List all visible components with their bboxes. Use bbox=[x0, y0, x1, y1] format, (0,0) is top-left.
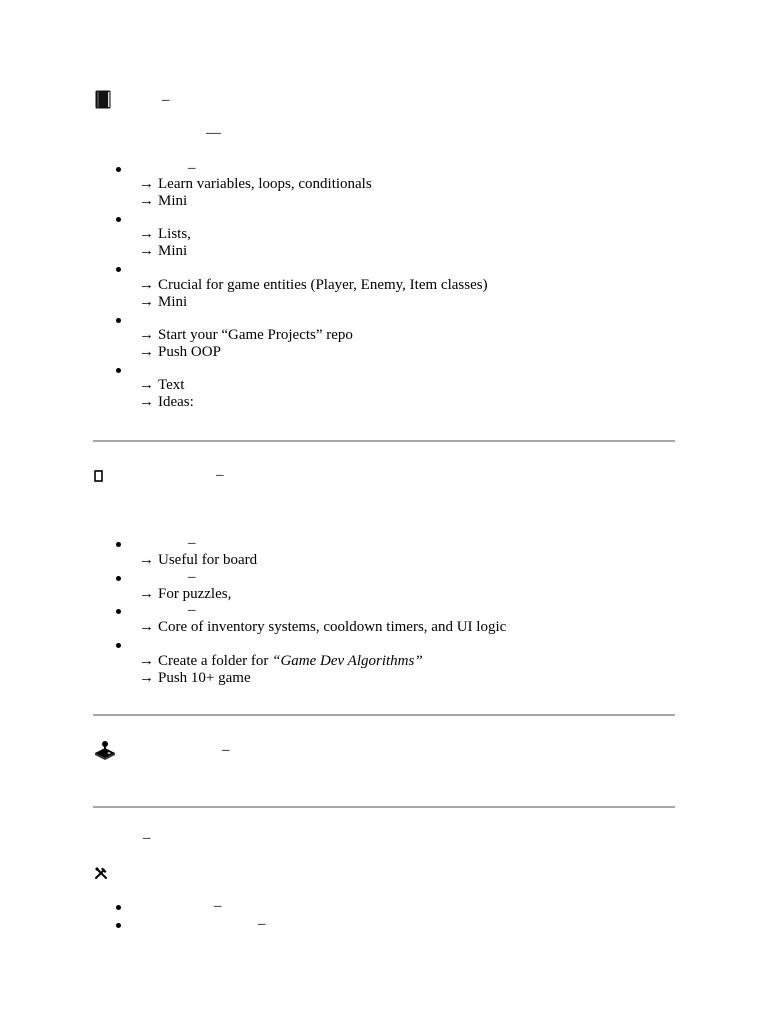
list-item-line bbox=[139, 377, 184, 394]
divider bbox=[93, 806, 675, 808]
list-item-dash: – bbox=[188, 535, 196, 551]
section1-subheading-dash: — bbox=[206, 125, 221, 141]
arrow-icon: → bbox=[139, 619, 154, 635]
list-item-dash: – bbox=[188, 569, 196, 585]
list-item-line bbox=[139, 344, 221, 361]
section4-heading-dash: – bbox=[143, 830, 151, 846]
section2-heading-dash: – bbox=[216, 467, 224, 483]
list-item-text: Start your “Game Projects” repo bbox=[158, 327, 353, 343]
section3-heading-dash: – bbox=[222, 742, 230, 758]
list-item-line bbox=[139, 226, 191, 243]
list-item-line bbox=[139, 243, 187, 260]
arrow-icon: → bbox=[139, 193, 154, 209]
bullet bbox=[116, 267, 121, 272]
bullet bbox=[116, 643, 121, 648]
list-item-line bbox=[139, 394, 194, 411]
list-item-line bbox=[139, 176, 372, 193]
list-item-line bbox=[139, 619, 506, 636]
list-item-emphasis: “Game Dev Algorithms” bbox=[272, 653, 423, 669]
list-item-line bbox=[139, 327, 353, 344]
list-item-line bbox=[139, 294, 187, 311]
list-item-line bbox=[139, 277, 488, 294]
bullet bbox=[116, 576, 121, 581]
list-item-text: Lists, bbox=[158, 226, 191, 242]
list-item-text: For puzzles, bbox=[158, 586, 232, 602]
arrow-icon: → bbox=[139, 670, 154, 686]
list-item-text: Core of inventory systems, cooldown timers, and UI logic bbox=[158, 619, 507, 635]
bullet bbox=[116, 923, 121, 928]
bullet bbox=[116, 167, 121, 172]
missing-glyph-icon bbox=[94, 469, 103, 481]
list-item-text: Mini bbox=[158, 243, 188, 259]
list-item-text: Mini bbox=[158, 193, 188, 209]
list-item-line bbox=[139, 653, 423, 670]
section1-heading-dash: – bbox=[162, 92, 170, 108]
list-item-text: Crucial for game entities (Player, Enemy, Item classes) bbox=[158, 277, 488, 293]
bullet bbox=[116, 609, 121, 614]
joystick-icon bbox=[94, 740, 116, 760]
list-item-dash: – bbox=[258, 916, 266, 932]
bullet bbox=[116, 318, 121, 323]
arrow-icon: → bbox=[139, 243, 154, 259]
bullet bbox=[116, 368, 121, 373]
arrow-icon: → bbox=[139, 552, 154, 568]
arrow-icon: → bbox=[139, 344, 154, 360]
list-item-line bbox=[139, 586, 231, 603]
bullet bbox=[116, 905, 121, 910]
list-item-line bbox=[139, 552, 257, 569]
list-item-text: Learn variables, loops, conditionals bbox=[158, 176, 372, 192]
divider bbox=[93, 440, 675, 442]
arrow-icon: → bbox=[139, 327, 154, 343]
arrow-icon: → bbox=[139, 176, 154, 192]
bullet bbox=[116, 542, 121, 547]
arrow-icon: → bbox=[139, 294, 154, 310]
list-item-dash: – bbox=[214, 898, 222, 914]
arrow-icon: → bbox=[139, 277, 154, 293]
arrow-icon: → bbox=[139, 586, 154, 602]
list-item-text: Push OOP bbox=[158, 344, 221, 360]
list-item-dash: – bbox=[188, 602, 196, 618]
list-item-line bbox=[139, 670, 251, 687]
divider bbox=[93, 714, 675, 716]
list-item-text: Mini bbox=[158, 294, 188, 310]
list-item-text: Useful for board bbox=[158, 552, 258, 568]
list-item-line bbox=[139, 193, 187, 210]
list-item-text: Ideas: bbox=[158, 394, 194, 410]
list-item-dash: – bbox=[188, 160, 196, 176]
bullet bbox=[116, 217, 121, 222]
list-item-text: Create a folder for bbox=[158, 653, 273, 669]
arrow-icon: → bbox=[139, 653, 154, 669]
list-item-text: Text bbox=[158, 377, 185, 393]
arrow-icon: → bbox=[139, 226, 154, 242]
arrow-icon: → bbox=[139, 377, 154, 393]
arrow-icon: → bbox=[139, 394, 154, 410]
list-item-text: Push 10+ game bbox=[158, 670, 251, 686]
book-icon bbox=[95, 90, 111, 109]
tools-icon bbox=[94, 866, 108, 880]
